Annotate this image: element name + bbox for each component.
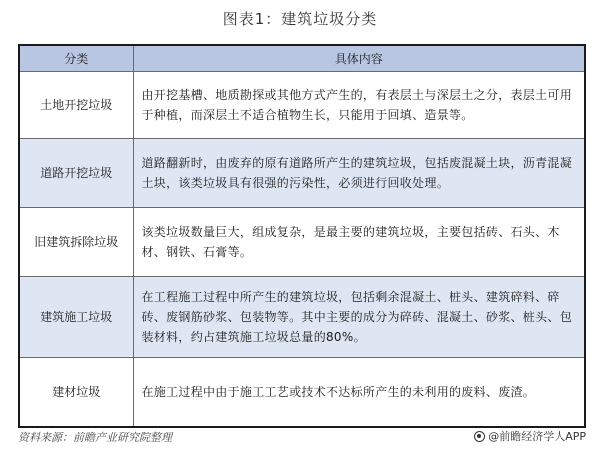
classification-table-container	[18, 44, 584, 428]
classification-table	[18, 44, 586, 428]
brand-credit	[474, 428, 586, 444]
source-note: 资料来源：前瞻产业研究院整理	[18, 431, 172, 444]
table-row	[19, 358, 585, 428]
row-content: 在施工过程中由于施工工艺或技术不达标所产生的未利用的废料、废渣。	[133, 358, 585, 428]
row-category: 道路开挖垃圾	[19, 139, 133, 208]
table-row	[19, 72, 585, 139]
table-row	[19, 139, 585, 208]
brand-label: @前瞻经济学人APP	[488, 430, 586, 443]
header-category: 分类	[19, 45, 133, 72]
row-content: 道路翻新时，由废弃的原有道路所产生的建筑垃圾，包括废混凝土块，沥青混凝土块，该类垃圾具有很强的污染性，必须进行回收处理。	[133, 139, 585, 208]
row-category: 建材垃圾	[19, 358, 133, 428]
row-category: 土地开挖垃圾	[19, 72, 133, 139]
page-title: 图表1：建筑垃圾分类	[222, 10, 378, 28]
table-header-row	[19, 45, 585, 72]
table-row	[19, 277, 585, 358]
row-category: 建筑施工垃圾	[19, 277, 133, 358]
brand-logo-icon	[474, 431, 485, 442]
table-row	[19, 208, 585, 277]
header-content: 具体内容	[133, 45, 585, 72]
row-content: 在工程施工过程中所产生的建筑垃圾，包括剩余混凝土、桩头、建筑碎料、碎砖、废钢筋砂浆、包装物等。其中主要的成分为碎砖、混凝土、砂浆、桩头、包装材料，约占建筑施工垃圾总量的80%。	[133, 277, 585, 358]
row-content: 该类垃圾数量巨大，组成复杂，是最主要的建筑垃圾，主要包括砖、石头、木材、钢铁、石膏等。	[133, 208, 585, 277]
row-content: 由开挖基槽、地质勘探或其他方式产生的，有表层土与深层土之分，表层土可用于种植，而深层土不适合植物生长，只能用于回填、造景等。	[133, 72, 585, 139]
row-category: 旧建筑拆除垃圾	[19, 208, 133, 277]
